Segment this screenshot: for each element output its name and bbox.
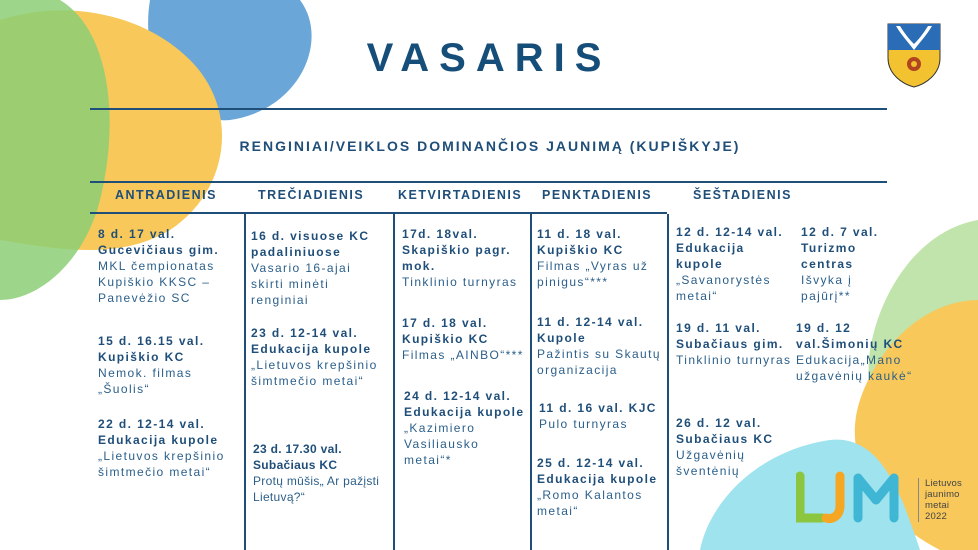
event-description: „Lietuvos krepšinio šimtmečio metai“	[98, 449, 225, 479]
subtitle: RENGINIAI/VEIKLOS DOMINANČIOS JAUNIMĄ (KUPIŠKYJE)	[239, 138, 741, 154]
event-card	[98, 226, 238, 306]
event-title: 19 d. 11 val. Subačiaus gim.	[676, 321, 784, 351]
event-card	[251, 228, 387, 308]
event-description: Filmas „AINBO“***	[402, 348, 524, 362]
event-card	[537, 314, 662, 378]
event-card	[796, 320, 926, 384]
event-title: 26 d. 12 val. Subačiaus KC	[676, 416, 774, 446]
event-description: „Romo Kalantos metai“	[537, 488, 643, 518]
column-divider	[393, 214, 395, 550]
ljm-text-line: jaunimo	[925, 489, 960, 500]
event-description: Pulo turnyras	[539, 417, 628, 431]
event-title: 23 d. 12-14 val. Edukacija kupole	[251, 326, 372, 356]
ljm-logo-text	[918, 478, 962, 522]
event-card	[98, 416, 238, 480]
event-title: 8 d. 17 val. Gucevičiaus gim.	[98, 227, 220, 257]
day-header-friday: PENKTADIENIS	[542, 188, 653, 202]
column-divider	[667, 214, 669, 550]
event-card	[537, 226, 662, 290]
event-title: 23 d. 17.30 val. Subačiaus KC	[253, 442, 342, 472]
event-description: Filmas „Vyras už pinigus“***	[537, 259, 649, 289]
event-title: 11 d. 12-14 val. Kupole	[537, 315, 644, 345]
event-description: Protų mūšis„ Ar pažįsti Lietuvą?“	[253, 474, 380, 504]
event-card	[251, 325, 387, 389]
event-description: Pažintis su Skautų organizacija	[537, 347, 661, 377]
event-description: „Lietuvos krepšinio šimtmečio metai“	[251, 358, 378, 388]
event-title: 12 d. 12-14 val. Edukacija kupole	[676, 225, 784, 271]
ljm-text-line: Lietuvos	[925, 478, 962, 489]
event-title: 17d. 18val. Skapiškio pagr. mok.	[402, 227, 512, 273]
event-card	[253, 441, 387, 505]
event-card	[539, 400, 664, 432]
event-title: 19 d. 12 val.Šimonių KC	[796, 321, 904, 351]
event-card	[676, 415, 796, 479]
event-title: 17 d. 18 val. Kupiškio KC	[402, 316, 489, 346]
divider-top	[90, 108, 887, 110]
event-card	[537, 455, 662, 519]
event-description: „Savanorystės metai“	[676, 273, 771, 303]
event-title: 12 d. 7 val. Turizmo centras	[801, 225, 879, 271]
column-divider	[244, 214, 246, 550]
day-header-thursday: KETVIRTADIENIS	[398, 188, 523, 202]
column-divider	[530, 214, 532, 550]
event-card	[676, 320, 796, 368]
page-title: VASARIS	[366, 36, 612, 80]
ljm-text-line: 2022	[925, 511, 947, 522]
event-description: Užgavėnių šventėnių	[676, 448, 746, 478]
divider-header-top	[90, 181, 887, 183]
coat-of-arms-icon	[886, 22, 942, 88]
event-description: Išvyka į pajūrį**	[801, 273, 853, 303]
event-card	[402, 315, 527, 363]
divider-header-bottom	[90, 212, 667, 214]
event-title: 11 d. 16 val. KJC	[539, 401, 657, 415]
event-description: „Kazimiero Vasiliausko metai“*	[404, 421, 480, 467]
event-description: Tinklinio turnyras	[676, 353, 792, 367]
day-header-wednesday: TREČIADIENIS	[258, 188, 365, 202]
event-card	[98, 333, 238, 397]
event-card	[402, 226, 527, 290]
event-card	[801, 224, 896, 304]
day-header-tuesday: ANTRADIENIS	[115, 188, 217, 202]
event-description: Nemok. filmas „Šuolis“	[98, 366, 193, 396]
event-description: Tinklinio turnyras	[402, 275, 518, 289]
ljm-logo-icon	[796, 470, 908, 526]
day-header-saturday: ŠEŠTADIENIS	[693, 188, 792, 202]
event-title: 24 d. 12-14 val. Edukacija kupole	[404, 389, 525, 419]
event-title: 25 d. 12-14 val. Edukacija kupole	[537, 456, 658, 486]
event-title: 22 d. 12-14 val. Edukacija kupole	[98, 417, 219, 447]
event-title: 15 d. 16.15 val. Kupiškio KC	[98, 334, 205, 364]
event-description: Vasario 16-ajai skirti minėti renginiai	[251, 261, 352, 307]
event-title: 11 d. 18 val. Kupiškio KC	[537, 227, 624, 257]
event-description: MKL čempionatas Kupiškio KKSC – Panevėžio SC	[98, 259, 215, 305]
event-card	[404, 388, 529, 468]
event-description: Edukacija„Mano užgavėnių kaukė“	[796, 353, 913, 383]
event-title: 16 d. visuose KC padaliniuose	[251, 229, 370, 259]
event-card	[676, 224, 796, 304]
ljm-text-line: metai	[925, 500, 950, 511]
